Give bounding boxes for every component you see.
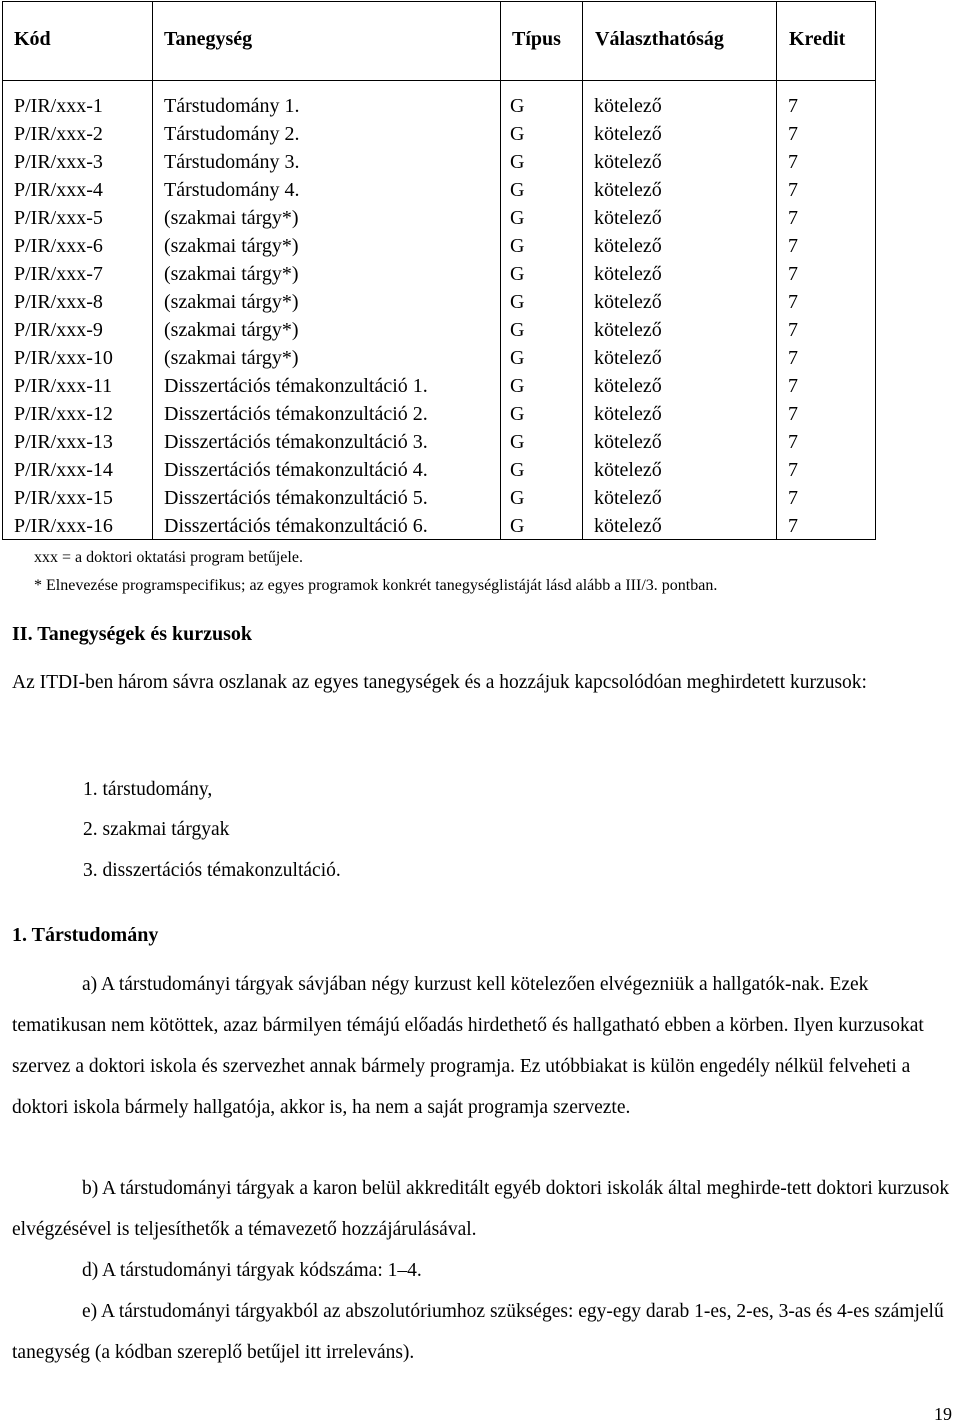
table-row [2, 148, 876, 176]
cell-tipus: G [510, 263, 525, 285]
cell-kredit: 7 [788, 263, 798, 285]
table-row [2, 512, 876, 540]
cell-valaszthatosag: kötelező [594, 459, 662, 481]
course-table [2, 1, 878, 540]
paragraph-a: a) A társtudományi tárgyak sávjában négy kurzust kell kötelezően elvégezniük a hallgatók-nak. Ezek tematikusan nem kötöttek, azaz bármilyen témájú előadás hirdethető és hallgatható ebben a körben. Ilyen kurzusokat szervez a doktori iskola és szervezhet annak bármely programja. Ez utóbbiakat is külön engedély nélkül felveheti a doktori iskola bármely hallgatója, akkor is, ha nem a saját programja szervezte. [12, 974, 924, 1118]
column-divider [582, 1, 583, 81]
cell-tipus: G [510, 375, 525, 397]
table-row [2, 204, 876, 232]
cell-kredit: 7 [788, 319, 798, 341]
table-row [2, 428, 876, 456]
cell-kredit: 7 [788, 207, 798, 229]
cell-valaszthatosag: kötelező [594, 207, 662, 229]
cell-valaszthatosag: kötelező [594, 487, 662, 509]
cell-kredit: 7 [788, 431, 798, 453]
cell-kod: P/IR/xxx-3 [14, 151, 103, 173]
footnote-asterisk: * Elnevezése programspecifikus; az egyes programok konkrét tanegységlistáját lásd alább a III/3. pontban. [34, 577, 718, 594]
table-row [2, 344, 876, 372]
cell-kod: P/IR/xxx-4 [14, 179, 103, 201]
table-row [2, 484, 876, 512]
cell-tipus: G [510, 431, 525, 453]
table-row [2, 372, 876, 400]
paragraph-b: b) A társtudományi tárgyak a karon belül akkreditált egyéb doktori iskolák által meghirde-tett doktori kurzusok elvégzésével is teljesíthetők a témavezető hozzájárulásával. [12, 1178, 950, 1240]
cell-kredit: 7 [788, 403, 798, 425]
cell-valaszthatosag: kötelező [594, 515, 662, 537]
cell-valaszthatosag: kötelező [594, 431, 662, 453]
cell-kod: P/IR/xxx-9 [14, 319, 103, 341]
cell-kod: P/IR/xxx-15 [14, 487, 113, 509]
cell-valaszthatosag: kötelező [594, 319, 662, 341]
cell-tanegyseg: (szakmai tárgy*) [164, 207, 299, 229]
cell-valaszthatosag: kötelező [594, 347, 662, 369]
table-row [2, 316, 876, 344]
cell-tipus: G [510, 487, 525, 509]
cell-tanegyseg: Disszertációs témakonzultáció 4. [164, 459, 428, 481]
cell-valaszthatosag: kötelező [594, 151, 662, 173]
list-item: 1. társtudomány, [83, 779, 213, 800]
cell-kod: P/IR/xxx-13 [14, 431, 113, 453]
cell-kod: P/IR/xxx-11 [14, 375, 113, 397]
header-valaszthatosag: Választhatóság [595, 28, 724, 50]
section-intro-paragraph: Az ITDI-ben három sávra oszlanak az egyes tanegységek és a hozzájuk kapcsolódóan meghirdetett kurzusok: [12, 672, 867, 693]
cell-tipus: G [510, 95, 525, 117]
header-kod: Kód [14, 28, 51, 50]
section-heading-tarstudomany: 1. Társtudomány [12, 924, 159, 946]
cell-tipus: G [510, 403, 525, 425]
cell-tipus: G [510, 319, 525, 341]
cell-valaszthatosag: kötelező [594, 179, 662, 201]
column-divider [152, 1, 153, 81]
cell-tanegyseg: (szakmai tárgy*) [164, 347, 299, 369]
cell-kredit: 7 [788, 95, 798, 117]
cell-kredit: 7 [788, 123, 798, 145]
cell-tanegyseg: Társtudomány 4. [164, 179, 300, 201]
cell-tanegyseg: Társtudomány 1. [164, 95, 300, 117]
cell-kredit: 7 [788, 487, 798, 509]
cell-tanegyseg: Disszertációs témakonzultáció 1. [164, 375, 428, 397]
cell-tanegyseg: Disszertációs témakonzultáció 3. [164, 431, 428, 453]
cell-tanegyseg: Disszertációs témakonzultáció 5. [164, 487, 428, 509]
footnote-xxx: xxx = a doktori oktatási program betűjele. [34, 549, 303, 566]
cell-kod: P/IR/xxx-7 [14, 263, 103, 285]
table-row [2, 232, 876, 260]
cell-valaszthatosag: kötelező [594, 291, 662, 313]
cell-valaszthatosag: kötelező [594, 123, 662, 145]
column-divider [500, 1, 501, 81]
cell-tanegyseg: (szakmai tárgy*) [164, 235, 299, 257]
table-row [2, 260, 876, 288]
cell-kod: P/IR/xxx-6 [14, 235, 103, 257]
cell-tipus: G [510, 207, 525, 229]
paragraph-d: d) A társtudományi tárgyak kódszáma: 1–4. [82, 1260, 422, 1281]
section-heading-tanegysegek: II. Tanegységek és kurzusok [12, 623, 253, 645]
cell-tipus: G [510, 347, 525, 369]
cell-kredit: 7 [788, 459, 798, 481]
cell-tipus: G [510, 235, 525, 257]
table-header [2, 1, 876, 81]
cell-valaszthatosag: kötelező [594, 235, 662, 257]
cell-tanegyseg: (szakmai tárgy*) [164, 263, 299, 285]
cell-tanegyseg: Disszertációs témakonzultáció 6. [164, 515, 428, 537]
cell-kod: P/IR/xxx-10 [14, 347, 113, 369]
header-tipus: Típus [512, 28, 561, 50]
cell-kod: P/IR/xxx-2 [14, 123, 103, 145]
cell-valaszthatosag: kötelező [594, 263, 662, 285]
cell-kredit: 7 [788, 151, 798, 173]
cell-tipus: G [510, 151, 525, 173]
cell-tipus: G [510, 179, 525, 201]
cell-tanegyseg: Disszertációs témakonzultáció 2. [164, 403, 428, 425]
header-kredit: Kredit [789, 28, 846, 50]
table-row [2, 456, 876, 484]
cell-kod: P/IR/xxx-14 [14, 459, 113, 481]
table-row [2, 176, 876, 204]
header-tanegyseg: Tanegység [164, 28, 253, 50]
cell-tanegyseg: (szakmai tárgy*) [164, 319, 299, 341]
table-row [2, 288, 876, 316]
cell-kod: P/IR/xxx-5 [14, 207, 103, 229]
cell-kod: P/IR/xxx-1 [14, 95, 103, 117]
cell-tanegyseg: Társtudomány 3. [164, 151, 300, 173]
page-number: 19 [934, 1404, 952, 1424]
cell-kredit: 7 [788, 179, 798, 201]
list-item: 3. disszertációs témakonzultáció. [83, 860, 341, 881]
cell-kod: P/IR/xxx-12 [14, 403, 113, 425]
cell-kod: P/IR/xxx-16 [14, 515, 113, 537]
table-row [2, 92, 876, 120]
list-item: 2. szakmai tárgyak [83, 819, 230, 840]
cell-kredit: 7 [788, 291, 798, 313]
cell-tipus: G [510, 291, 525, 313]
cell-tipus: G [510, 123, 525, 145]
cell-tipus: G [510, 515, 525, 537]
cell-valaszthatosag: kötelező [594, 375, 662, 397]
cell-valaszthatosag: kötelező [594, 403, 662, 425]
cell-tanegyseg: Társtudomány 2. [164, 123, 300, 145]
table-row [2, 120, 876, 148]
cell-kredit: 7 [788, 375, 798, 397]
cell-valaszthatosag: kötelező [594, 95, 662, 117]
cell-kredit: 7 [788, 347, 798, 369]
cell-tipus: G [510, 459, 525, 481]
cell-kredit: 7 [788, 515, 798, 537]
table-row [2, 400, 876, 428]
cell-tanegyseg: (szakmai tárgy*) [164, 291, 299, 313]
cell-kredit: 7 [788, 235, 798, 257]
paragraph-e: e) A társtudományi tárgyakból az abszolutóriumhoz szükséges: egy-egy darab 1-es, 2-es, 3-as és 4-es számjelű tanegység (a kódban szereplő betűjel itt irreleváns). [12, 1301, 944, 1363]
cell-kod: P/IR/xxx-8 [14, 291, 103, 313]
column-divider [776, 1, 777, 81]
